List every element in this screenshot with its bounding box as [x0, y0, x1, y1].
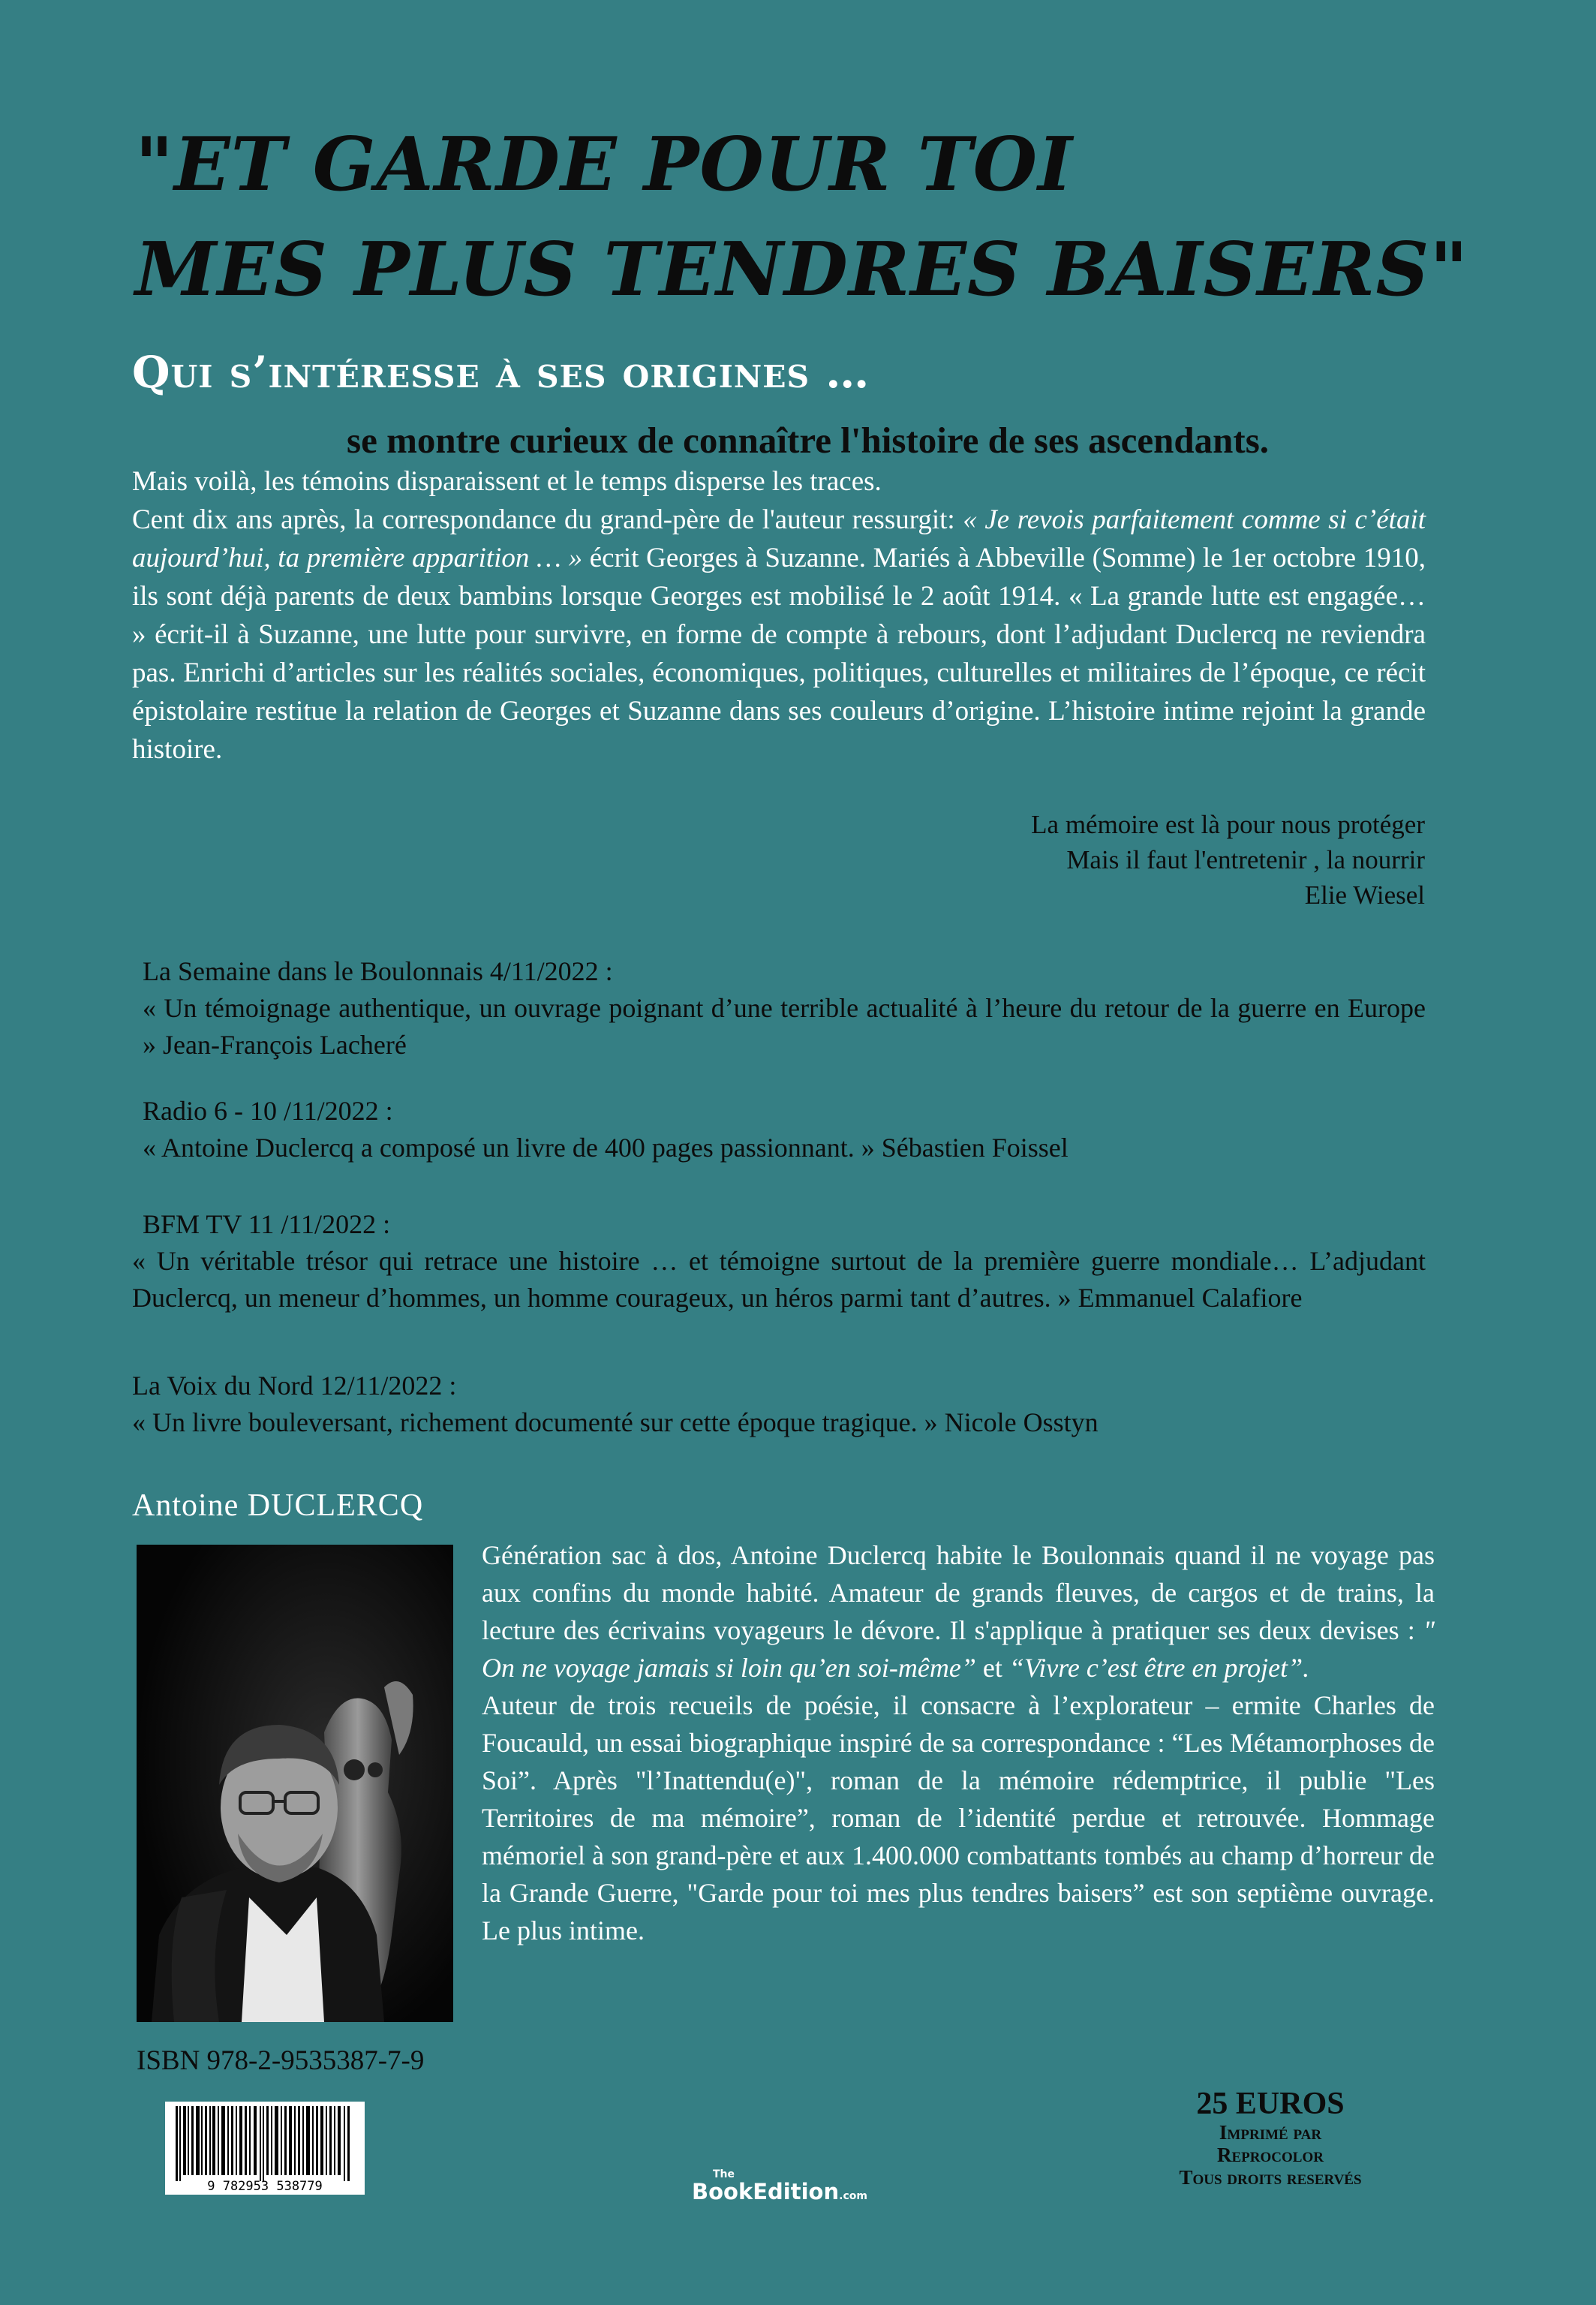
- intro-paragraph-rest: écrit Georges à Suzanne. Mariés à Abbeville (Somme) le 1er octobre 1910, ils sont déjà parents de deux bambins lorsque Georges est mobilisé le 2 août 1914. « La grande lutte est engagée… » écrit-il à Suzanne, une lutte pour survivre, en forme de compte à rebours, dont l’adjudant Duclercq ne reviendra pas. Enrichi d’articles sur les réalités sociales, économiques, politiques, culturelles et militaires de l’époque, ce récit épistolaire restitue la relation de Georges et Suzanne dans ses couleurs d’origine. L’histoire intime rejoint la grande histoire.: [132, 543, 1426, 765]
- author-name: Antoine DUCLERCQ: [132, 1488, 424, 1523]
- intro-paragraph: [132, 501, 1426, 769]
- epigraph-quote: [1031, 807, 1425, 913]
- review-source: BFM TV 11 /11/2022 :: [143, 1209, 391, 1239]
- press-review: [143, 1093, 1426, 1166]
- publisher-logo: [692, 2168, 867, 2204]
- barcode: [165, 2102, 365, 2195]
- isbn: ISBN 978-2-9535387-7-9: [137, 2045, 425, 2076]
- bio-text: Génération sac à dos, Antoine Duclercq habite le Boulonnais quand il ne voyage pas aux confins du monde habité. Amateur de grands fleuves, de cargos et de trains, la lecture des écrivains voyageurs le dévore. Il s'applique à pratiquer ses deux devises :: [482, 1540, 1435, 1645]
- book-title: [135, 113, 1486, 323]
- review-source: La Voix du Nord 12/11/2022 :: [132, 1371, 457, 1401]
- publisher-the: The: [713, 2168, 735, 2180]
- printer-line: Imprimé par: [1219, 2121, 1322, 2144]
- price-amount: 25 EUROS: [1196, 2087, 1345, 2121]
- publisher-name: BookEdition: [692, 2179, 840, 2204]
- press-review: [143, 953, 1426, 1064]
- quote-author: Elie Wiesel: [1304, 880, 1425, 910]
- author-bio: [482, 1536, 1435, 1949]
- review-text: « Antoine Duclercq a composé un livre de 400 pages passionnant. » Sébastien Foissel: [143, 1133, 1069, 1163]
- review-source: La Semaine dans le Boulonnais 4/11/2022 :: [143, 956, 613, 986]
- author-photo: [137, 1545, 453, 2022]
- review-text: « Un livre bouleversant, richement documenté sur cette époque tragique. » Nicole Osstyn: [132, 1407, 1099, 1437]
- section-heading: Qui s’intéresse à ses origines …: [132, 347, 870, 398]
- bio-text: et: [975, 1653, 1009, 1683]
- intro-letter-quote: « Je revois parfaitement comme si c’était aujourd’hui, ta première apparition … »: [132, 504, 1426, 573]
- quote-line: Mais il faut l'entretenir , la nourrir: [1066, 845, 1425, 874]
- press-review: [132, 1368, 1426, 1441]
- author-portrait-image: [137, 1545, 453, 2022]
- printer-name: Reprocolor: [1217, 2144, 1324, 2166]
- quote-line: La mémoire est là pour nous protéger: [1031, 810, 1425, 839]
- bio-motto: “Vivre c’est être en projet”.: [1008, 1653, 1310, 1683]
- barcode-bars: [165, 2102, 365, 2195]
- book-title-line2: MES PLUS TENDRES BAISERS": [135, 227, 1469, 313]
- review-source: Radio 6 - 10 /11/2022 :: [143, 1096, 393, 1126]
- rights-line: Tous droits reservés: [1179, 2166, 1362, 2189]
- section-subheading: se montre curieux de connaître l'histoire de ses ascendants.: [347, 420, 1270, 461]
- book-title-line1: "ET GARDE POUR TOI: [135, 122, 1073, 208]
- press-review-body: [132, 1243, 1426, 1316]
- review-text: « Un véritable trésor qui retrace une histoire … et témoigne surtout de la première guerre mondiale… L’adjudant Duclercq, un meneur d’hommes, un homme courageux, un héros parmi tant d’autres. » Emmanuel Calafiore: [132, 1246, 1426, 1313]
- publisher-suffix: .com: [839, 2190, 867, 2202]
- bio-paragraph: [482, 1536, 1435, 1687]
- intro-paragraph-start: Cent dix ans après, la correspondance du grand-père de l'auteur ressurgit:: [132, 504, 963, 535]
- price-block: [1143, 2087, 1398, 2189]
- intro-text: [132, 462, 1426, 769]
- bio-paragraph: Auteur de trois recueils de poésie, il consacre à l’explorateur – ermite Charles de Foucauld, un essai biographique inspiré de sa correspondance : “Les Métamorphoses de Soi”. Après "l’Inattendu(e)", roman de la mémoire rédemptrice, il publie "Les Territoires de ma mémoire”, roman de l’identité perdue et retrouvée. Hommage mémoriel à son grand-père et aux 1.400.000 combattants tombés au champ d’horreur de la Grande Guerre, "Garde pour toi mes plus tendres baisers” est son septième ouvrage. Le plus intime.: [482, 1690, 1435, 1945]
- bio-motto: " On ne voyage jamais si loin qu’en soi-même”: [482, 1615, 1435, 1683]
- press-review: [143, 1206, 1426, 1243]
- review-text: « Un témoignage authentique, un ouvrage poignant d’une terrible actualité à l’heure du retour de la guerre en Europe » Jean-François Lacheré: [143, 993, 1426, 1060]
- barcode-number: 9 782953 538779: [207, 2179, 323, 2194]
- intro-line: Mais voilà, les témoins disparaissent et le temps disperse les traces.: [132, 466, 882, 497]
